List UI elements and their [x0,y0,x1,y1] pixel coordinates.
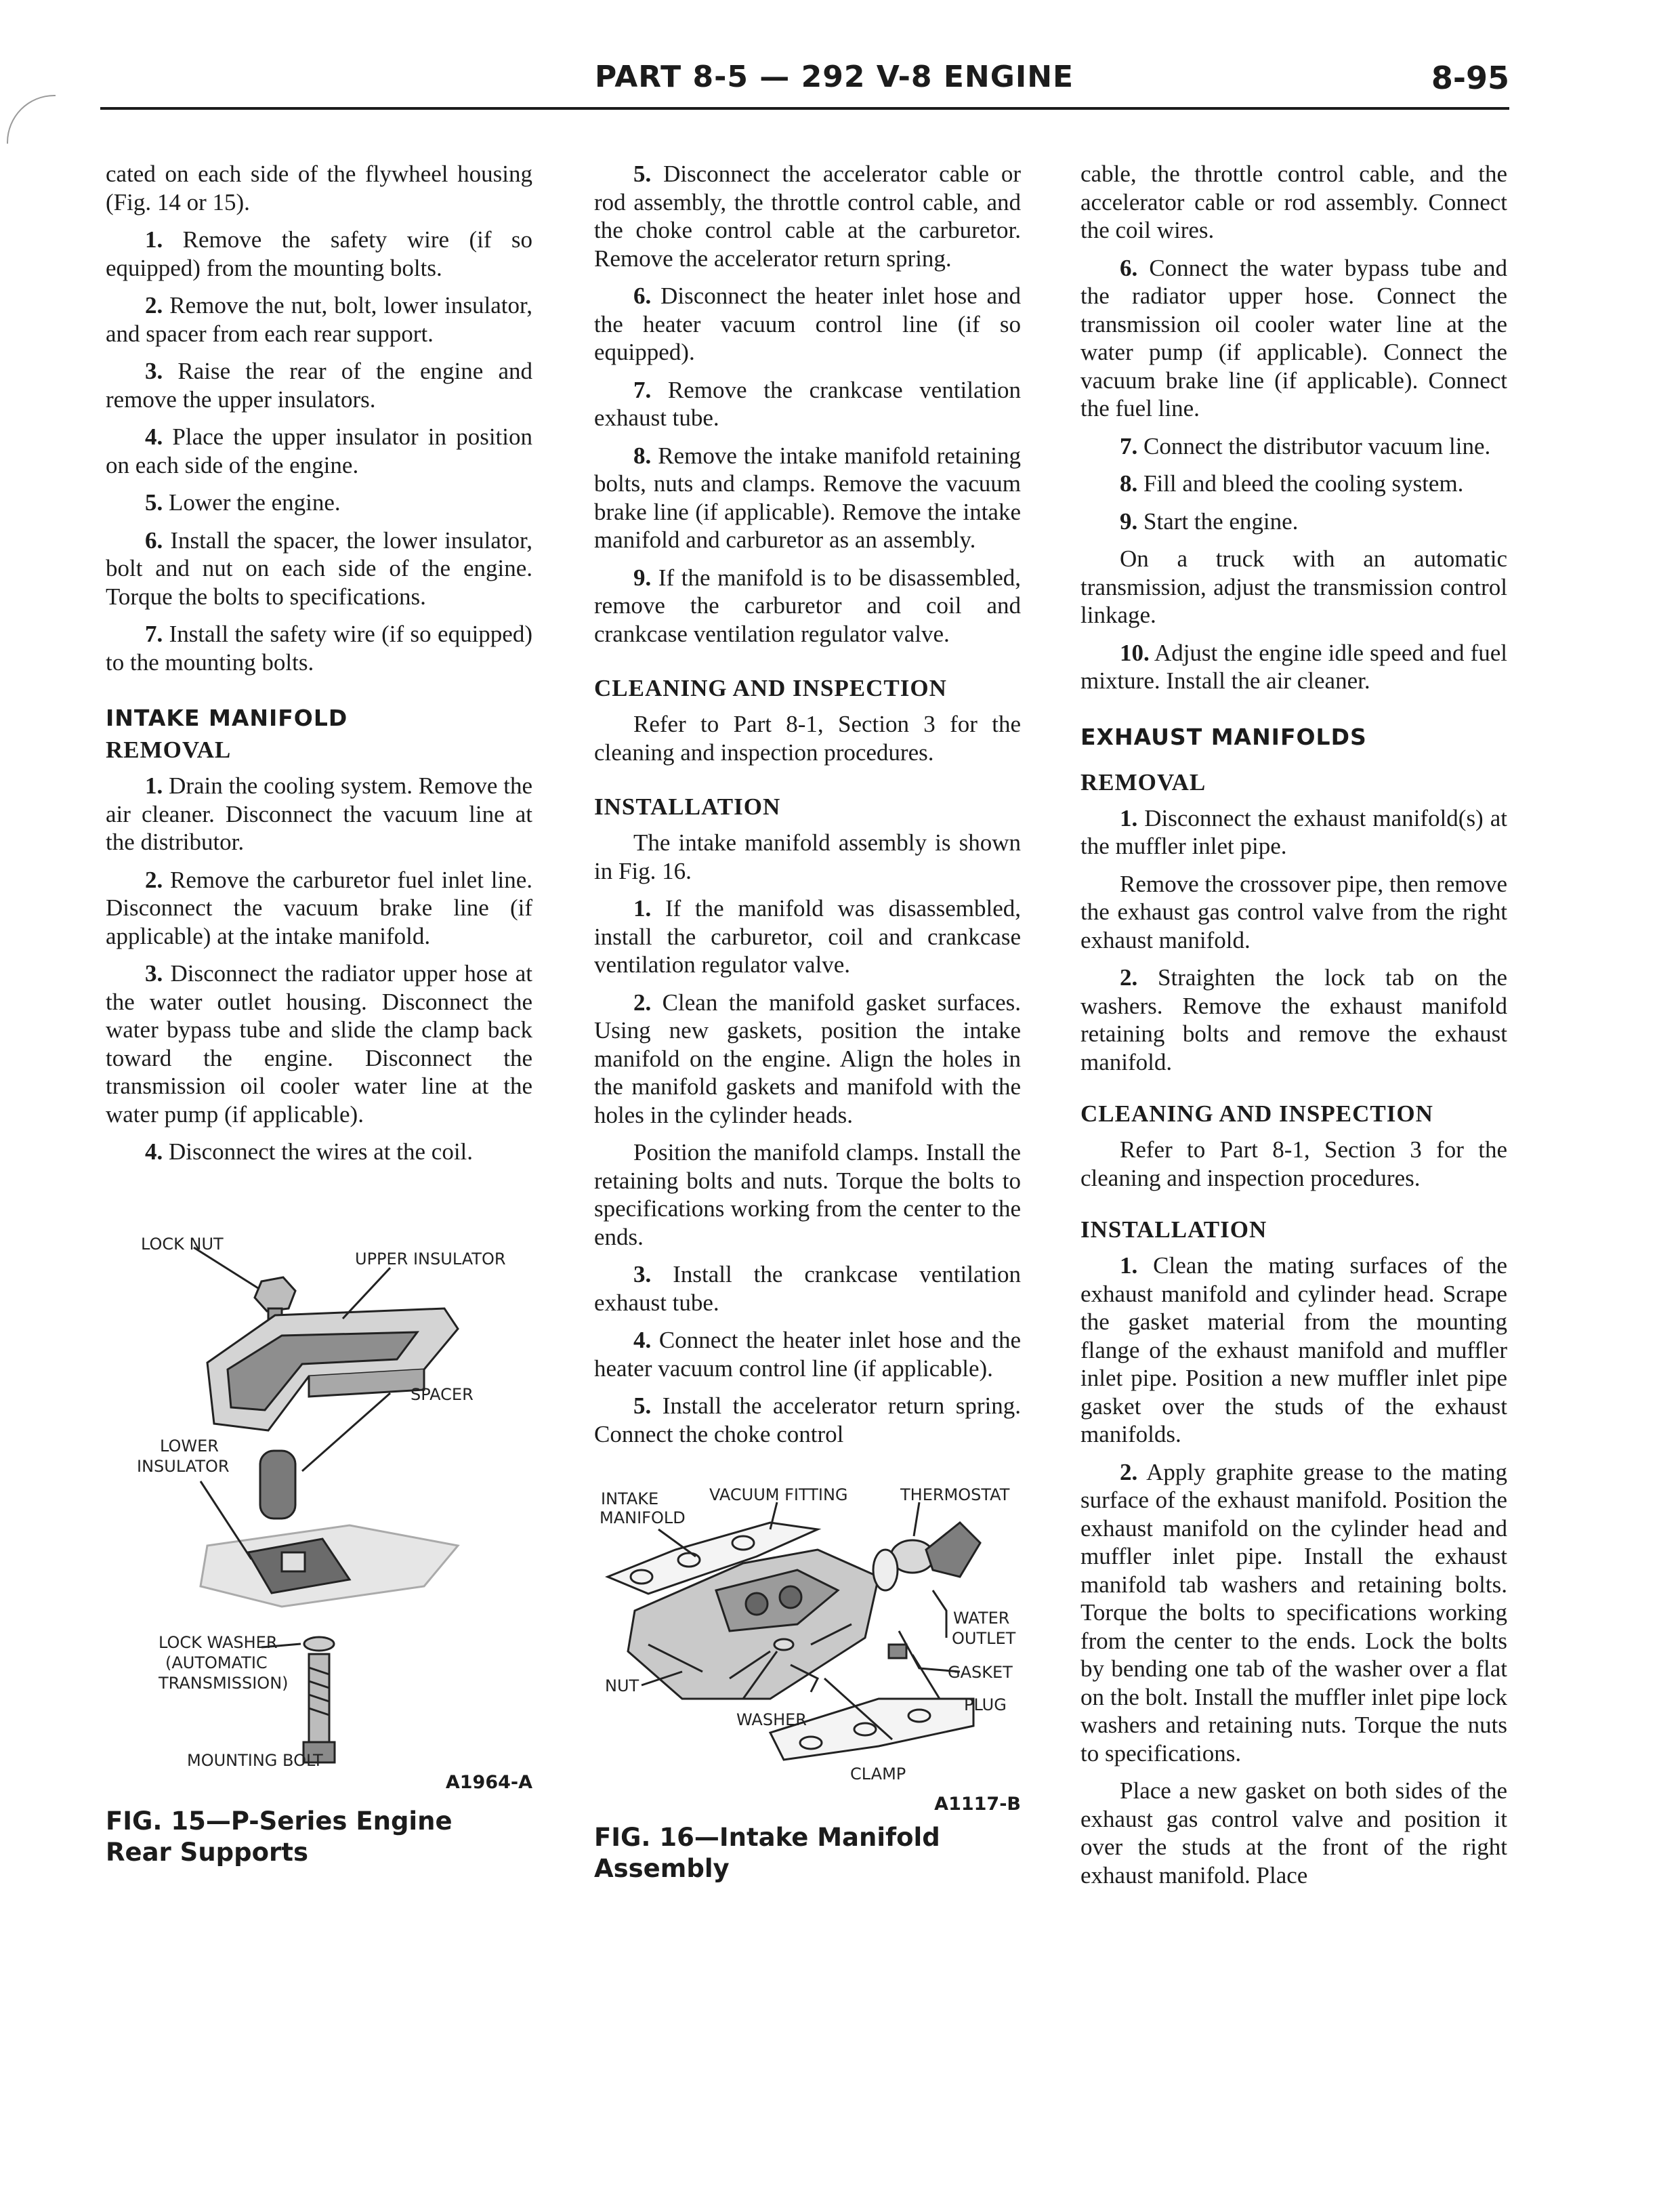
label-gasket: GASKET [948,1663,1013,1682]
subheading-removal: REMOVAL [1080,768,1206,796]
step-1: 1. Remove the safety wire (if so equipped) from the mounting bolts. [106,226,532,281]
figure-16-illustration [594,1475,1021,1794]
step-9: 9. Start the engine. [1120,508,1299,535]
figure-16-code: A1117-B [934,1794,1021,1815]
figure-15-illustration [106,1207,532,1769]
install-step-5: 5. Install the accelerator return spring. Connect the choke control [594,1392,1021,1447]
label-lock-washer-3: TRANSMISSION) [159,1673,289,1693]
step-8: 8. Fill and bleed the cooling system. [1120,470,1464,497]
section-heading-intake-manifold: INTAKE MANIFOLD [106,705,348,731]
step-5: 5. Disconnect the accelerator cable or rod assembly, the throttle control cable, and the choke control cable at the carburetor. Remove the accelerator return spring. [594,161,1021,272]
install-step-4: 4. Connect the heater inlet hose and the heater vacuum control line (if applicable). [594,1327,1021,1382]
removal-step-1-continued: Remove the crossover pipe, then remove the exhaust gas control valve from the right exhaust manifold. [1080,870,1507,953]
paragraph: cated on each side of the flywheel housing (Fig. 14 or 15). [106,161,532,215]
label-upper-insulator: UPPER INSULATOR [355,1249,506,1268]
removal-step-3: 3. Disconnect the radiator upper hose at the water outlet housing. Disconnect the water bypass tube and slide the clamp back toward the engine. Disconnect the transmission oil cooler water line at the water pump (if applicable). [106,960,532,1128]
step-2: 2. Remove the nut, bolt, lower insulator, and spacer from each rear support. [106,292,532,347]
step-5: 5. Lower the engine. [145,489,341,516]
install-step-2: 2. Apply graphite grease to the mating surface of the exhaust manifold. Position the exhaust manifold on the cylinder head and muffler inlet pipe. Install the exhaust manifold tab washers and retaining bolts. Torque the bolts to specifications working from the center to the ends. Lock the bolts by bending one tab of the washer over a flat on the bolt. Install the muffler inlet pipe lock washers and retaining nuts. Torque the nuts to specifications. [1080,1458,1507,1767]
label-vacuum-fitting: VACUUM FITTING [709,1485,848,1504]
label-intake-2: MANIFOLD [600,1508,686,1527]
step-9-continued: On a truck with an automatic transmission, adjust the transmission control linkage. [1080,545,1507,628]
step-3: 3. Raise the rear of the engine and remove the upper insulators. [106,358,532,413]
column-1 [106,160,532,1868]
section-heading-exhaust-manifolds: EXHAUST MANIFOLDS [1080,723,1367,750]
label-water-2: OUTLET [952,1629,1016,1648]
step-4: 4. Place the upper insulator in position on each side of the engine. [106,424,532,478]
subheading-installation: INSTALLATION [1080,1216,1267,1243]
install-step-2-continued: Position the manifold clamps. Install the retaining bolts and nuts. Torque the bolts to specifications working from the center to the ends. [594,1139,1021,1250]
label-nut: NUT [605,1676,639,1695]
install-step-2-continued: Place a new gasket on both sides of the exhaust gas control valve and position it over the studs at the front of the right exhaust manifold. Place [1080,1777,1507,1888]
installation-intro: The intake manifold assembly is shown in Fig. 16. [594,829,1021,884]
page-corner-mark [7,95,56,144]
label-clamp: CLAMP [850,1764,906,1783]
label-lock-washer-2: (AUTOMATIC [165,1653,268,1672]
cleaning-paragraph: Refer to Part 8-1, Section 3 for the cleaning and inspection procedures. [1080,1136,1507,1191]
label-lock-nut: LOCK NUT [141,1234,224,1254]
subheading-removal: REMOVAL [106,737,232,763]
column-2 [594,160,1021,1884]
label-washer: WASHER [736,1710,807,1729]
step-7: 7. Remove the crankcase ventilation exhaust tube. [594,376,1021,431]
step-7: 7. Install the safety wire (if so equipped) to the mounting bolts. [106,621,532,676]
figure-15 [106,1207,532,1868]
cleaning-paragraph: Refer to Part 8-1, Section 3 for the cleaning and inspection procedures. [594,711,1021,766]
removal-step-2: 2. Remove the carburetor fuel inlet line. Disconnect the vacuum brake line (if applicable) at the intake manifold. [106,866,532,949]
subheading-installation: INSTALLATION [594,793,781,820]
label-plug: PLUG [964,1695,1007,1714]
subheading-cleaning-inspection: CLEANING AND INSPECTION [1080,1100,1433,1127]
step-8: 8. Remove the intake manifold retaining bolts, nuts and clamps. Remove the vacuum brake line (if applicable). Remove the intake manifold and carburetor as an assembly. [594,442,1021,553]
step-6: 6. Disconnect the heater inlet hose and the heater vacuum control line (if so equipped). [594,283,1021,365]
step-6: 6. Install the spacer, the lower insulator, bolt and nut on each side of the engine. Torque the bolts to specifications. [106,527,532,610]
figure-16-caption: FIG. 16—Intake Manifold Assembly [594,1823,940,1883]
figure-16 [594,1475,1021,1884]
label-lower-insulator-2: INSULATOR [137,1456,230,1476]
install-step-1: 1. If the manifold was disassembled, install the carburetor, coil and crankcase ventilation regulator valve. [594,895,1021,978]
figure-15-code: A1964-A [445,1771,532,1793]
header-rule [100,107,1509,110]
install-step-3: 3. Install the crankcase ventilation exhaust tube. [594,1261,1021,1316]
label-thermostat: THERMOSTAT [900,1485,1010,1504]
label-mounting-bolt: MOUNTING BOLT [187,1750,323,1770]
column-3 [1080,160,1507,1899]
label-intake-1: INTAKE [601,1489,659,1508]
label-lock-washer-1: LOCK WASHER [159,1632,278,1652]
removal-step-1: 1. Disconnect the exhaust manifold(s) at the muffler inlet pipe. [1080,804,1507,859]
page-title: PART 8-5 — 292 V-8 ENGINE [595,60,1074,94]
subheading-cleaning-inspection: CLEANING AND INSPECTION [594,675,947,701]
removal-step-4: 4. Disconnect the wires at the coil. [145,1138,474,1165]
step-10: 10. Adjust the engine idle speed and fuel mixture. Install the air cleaner. [1080,639,1507,694]
install-step-2: 2. Clean the manifold gasket surfaces. Using new gaskets, position the intake manifold on the engine. Align the holes in the manifold gaskets and manifold with the holes in the cylinder heads. [594,989,1021,1128]
label-spacer: SPACER [411,1384,474,1404]
removal-step-1: 1. Drain the cooling system. Remove the air cleaner. Disconnect the vacuum line at the distributor. [106,772,532,855]
figure-15-caption: FIG. 15—P-Series Engine Rear Supports [106,1806,453,1867]
label-water-1: WATER [953,1609,1010,1628]
step-6: 6. Connect the water bypass tube and the radiator upper hose. Connect the transmission oil cooler water line at the water pump (if applicable). Connect the vacuum brake line (if applicable). Connect the fuel line. [1080,254,1507,421]
removal-step-2: 2. Straighten the lock tab on the washers. Remove the exhaust manifold retaining bolts and remove the exhaust manifold. [1080,964,1507,1075]
install-step-1: 1. Clean the mating surfaces of the exhaust manifold and cylinder head. Scrape the gasket material from the mounting flange of the exhaust manifold and muffler inlet pipe. Position a new muffler inlet pipe gasket over the studs of the exhaust manifolds. [1080,1252,1507,1447]
step-9: 9. If the manifold is to be disassembled, remove the carburetor and coil and crankcase ventilation regulator valve. [594,564,1021,647]
paragraph: cable, the throttle control cable, and the accelerator cable or rod assembly. Connect the coil wires. [1080,161,1507,243]
label-lower-insulator-1: LOWER [160,1436,219,1456]
page-number: 8-95 [1431,60,1509,96]
step-7: 7. Connect the distributor vacuum line. [1120,432,1491,459]
